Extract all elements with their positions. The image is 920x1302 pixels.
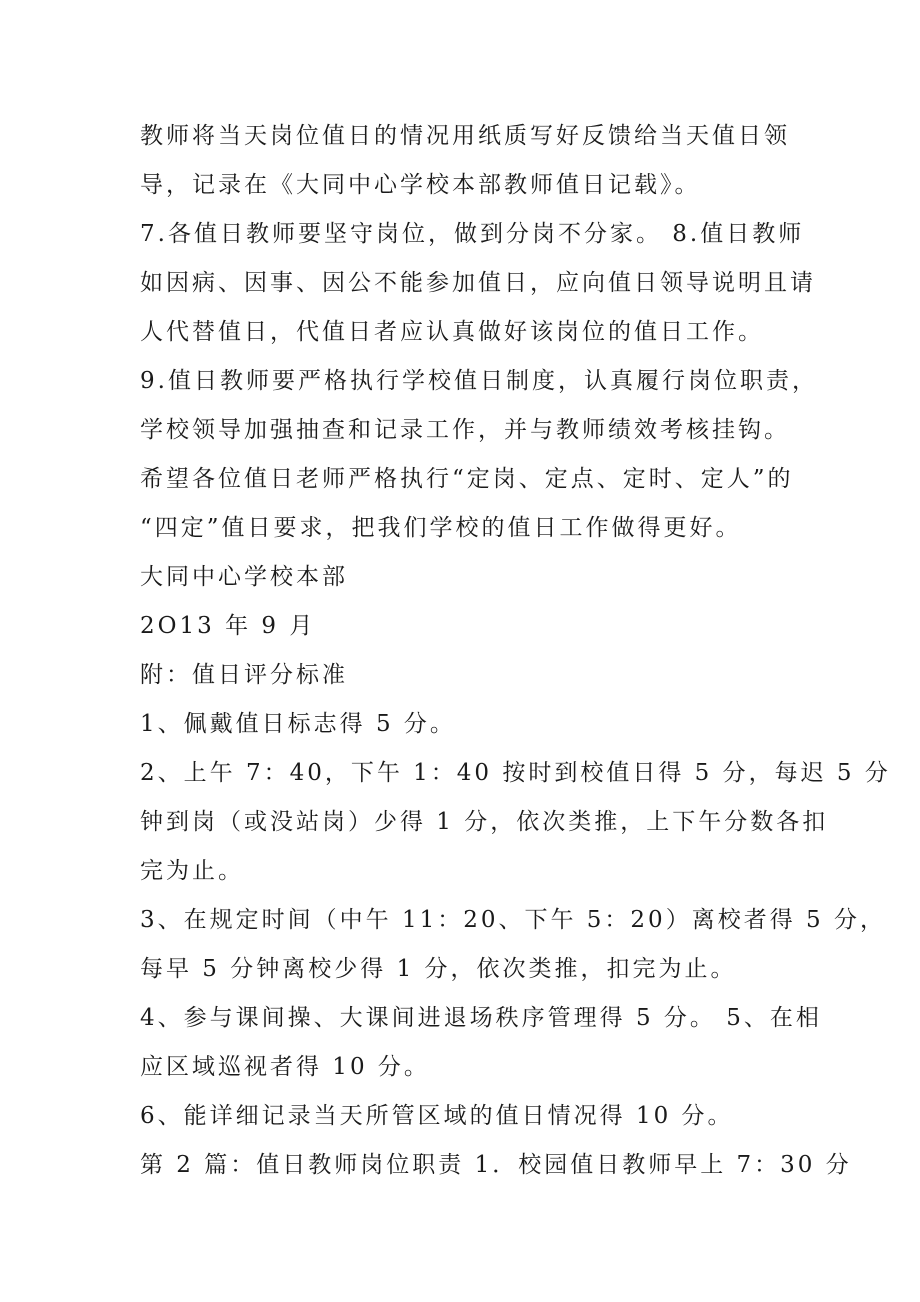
text-line: “四定”值日要求，把我们学校的值日工作做得更好。 bbox=[140, 515, 742, 541]
text-line: 学校领导加强抽查和记录工作，并与教师绩效考核挂钩。 bbox=[140, 417, 790, 443]
document-body bbox=[140, 112, 891, 1190]
text-line: 教师将当天岗位值日的情况用纸质写好反馈给当天值日领 bbox=[140, 123, 790, 149]
text-line: 2、上午 7：40，下午 1：40 按时到校值日得 5 分，每迟 5 分 bbox=[140, 760, 891, 786]
text-line: 导，记录在《大同中心学校本部教师值日记载》。 bbox=[140, 172, 701, 198]
text-line: 3、在规定时间（中午 11：20、下午 5：20）离校者得 5 分， bbox=[140, 907, 886, 933]
text-line: 希望各位值日老师严格执行“定岗、定点、定时、定人”的 bbox=[140, 466, 794, 492]
text-line: 钟到岗（或没站岗）少得 1 分，依次类推，上下午分数各扣 bbox=[140, 809, 829, 835]
signature-date: 2O13 年 9 月 bbox=[140, 613, 316, 639]
text-line: 9.值日教师要严格执行学校值日制度，认真履行岗位职责， bbox=[140, 368, 818, 394]
text-line: 应区域巡视者得 10 分。 bbox=[140, 1054, 430, 1080]
text-line: 人代替值日，代值日者应认真做好该岗位的值日工作。 bbox=[140, 319, 764, 345]
text-line: 每早 5 分钟离校少得 1 分，依次类推，扣完为止。 bbox=[140, 956, 737, 982]
signature-organization: 大同中心学校本部 bbox=[140, 564, 348, 590]
text-line: 4、参与课间操、大课间进退场秩序管理得 5 分。 5、在相 bbox=[140, 1005, 822, 1031]
text-line: 6、能详细记录当天所管区域的值日情况得 10 分。 bbox=[140, 1103, 734, 1129]
text-line: 7.各值日教师要坚守岗位，做到分岗不分家。 8.值日教师 bbox=[140, 221, 805, 247]
text-line: 第 2 篇：值日教师岗位职责 1．校园值日教师早上 7：30 分 bbox=[140, 1152, 852, 1178]
text-line: 完为止。 bbox=[140, 858, 244, 884]
appendix-heading: 附：值日评分标准 bbox=[140, 662, 348, 688]
text-line: 1、佩戴值日标志得 5 分。 bbox=[140, 711, 456, 737]
text-line: 如因病、因事、因公不能参加值日，应向值日领导说明且请 bbox=[140, 270, 816, 296]
